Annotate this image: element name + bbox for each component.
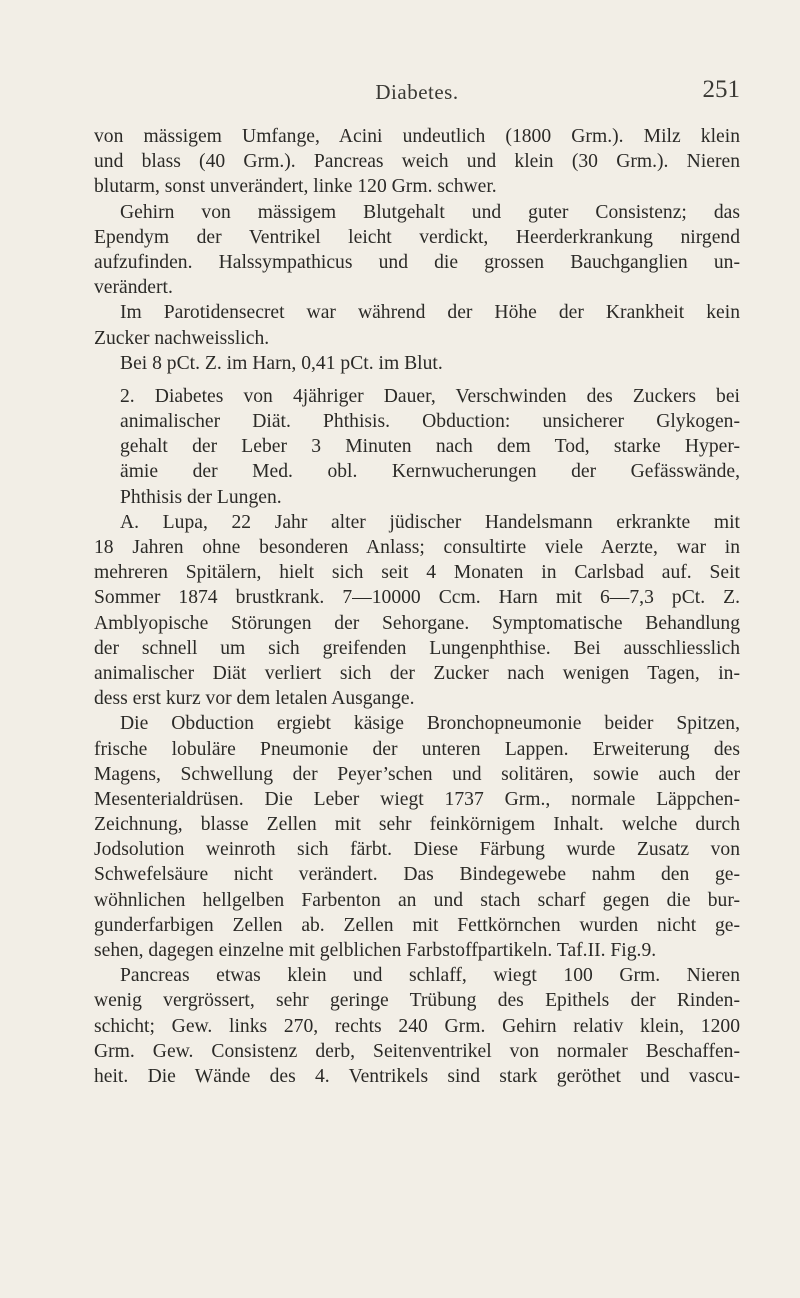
text-line: Mesenterialdrüsen. Die Leber wiegt 1737 Grm., normale Läppchen-: [94, 788, 740, 810]
case-heading-line: gehalt der Leber 3 Minuten nach dem Tod, starke Hyper-: [120, 436, 740, 458]
text-line: Die Obduction ergiebt käsige Bronchopneumonie beider Spitzen,: [120, 713, 740, 735]
section-gap: [94, 376, 740, 384]
text-line: blutarm, sonst unverändert, linke 120 Grm. schwer.: [94, 176, 497, 198]
text-line: wöhnlichen hellgelben Farbenton an und stach scharf gegen die bur-: [94, 889, 740, 911]
text-line: wenig vergrössert, sehr geringe Trübung des Epithels der Rinden-: [94, 990, 740, 1012]
text-line: Jodsolution weinroth sich färbt. Diese Färbung wurde Zusatz von: [94, 839, 740, 861]
page-header: [94, 76, 740, 110]
text-line: gunderfarbigen Zellen ab. Zellen mit Fettkörnchen wurden nicht ge-: [94, 914, 740, 936]
text-line: Amblyopische Störungen der Sehorgane. Symptomatische Behandlung: [94, 612, 740, 634]
text-line: Sommer 1874 brustkrank. 7—10000 Ccm. Harn mit 6—7,3 pCt. Z.: [94, 587, 740, 609]
text-line: Im Parotidensecret war während der Höhe der Krankheit kein: [120, 302, 740, 324]
text-line: schicht; Gew. links 270, rechts 240 Grm. Gehirn relativ klein, 1200: [94, 1015, 740, 1037]
text-line: Gehirn von mässigem Blutgehalt und guter Consistenz; das: [120, 201, 740, 223]
text-line: und blass (40 Grm.). Pancreas weich und klein (30 Grm.). Nieren: [94, 151, 740, 173]
text-line: Ependym der Ventrikel leicht verdickt, Heerderkrankung nirgend: [94, 226, 740, 248]
text-line: animalischer Diät verliert sich der Zucker nach wenigen Tagen, in-: [94, 662, 740, 684]
text-line: Bei 8 pCt. Z. im Harn, 0,41 pCt. im Blut.: [120, 352, 443, 374]
text-line: Pancreas etwas klein und schlaff, wiegt 100 Grm. Nieren: [120, 965, 740, 987]
text-line: dess erst kurz vor dem letalen Ausgange.: [94, 688, 415, 710]
page-number: 251: [702, 76, 740, 103]
running-head: Diabetes.: [375, 80, 459, 104]
case-heading-line: animalischer Diät. Phthisis. Obduction: unsicherer Glykogen-: [120, 411, 740, 433]
text-line: A. Lupa, 22 Jahr alter jüdischer Handelsmann erkrankte mit: [120, 511, 740, 533]
case-heading-line: ämie der Med. obl. Kernwucherungen der Gefässwände,: [120, 461, 740, 483]
text-line: Magens, Schwellung der Peyer’schen und solitären, sowie auch der: [94, 763, 740, 785]
text-line: der schnell um sich greifenden Lungenphthise. Bei ausschliesslich: [94, 637, 740, 659]
text-line: heit. Die Wände des 4. Ventrikels sind stark geröthet und vascu-: [94, 1065, 740, 1087]
text-line: 18 Jahren ohne besonderen Anlass; consultirte viele Aerzte, war in: [94, 537, 740, 558]
case-heading-line: Phthisis der Lungen.: [120, 486, 282, 508]
text-line: mehreren Spitälern, hielt sich seit 4 Monaten in Carlsbad auf. Seit: [94, 562, 740, 584]
body-text: [94, 124, 740, 1089]
text-line: verändert.: [94, 277, 173, 299]
text-line: Grm. Gew. Consistenz derb, Seitenventrikel von normaler Beschaffen-: [94, 1040, 740, 1062]
text-line: Zeichnung, blasse Zellen mit sehr feinkörnigem Inhalt. welche durch: [94, 814, 740, 836]
text-line: Zucker nachweisslich.: [94, 327, 270, 349]
text-line: frische lobuläre Pneumonie der unteren Lappen. Erweiterung des: [94, 738, 740, 760]
text-line: aufzufinden. Halssympathicus und die grossen Bauchganglien un-: [94, 251, 740, 273]
text-line: von mässigem Umfange, Acini undeutlich (1800 Grm.). Milz klein: [94, 126, 740, 147]
text-line: sehen, dagegen einzelne mit gelblichen Farbstoffpartikeln. Taf.II. Fig.9.: [94, 940, 657, 961]
text-line: Schwefelsäure nicht verändert. Das Bindegewebe nahm den ge-: [94, 864, 740, 886]
case-heading-line: 2. Diabetes von 4jähriger Dauer, Verschwinden des Zuckers bei: [120, 385, 740, 407]
